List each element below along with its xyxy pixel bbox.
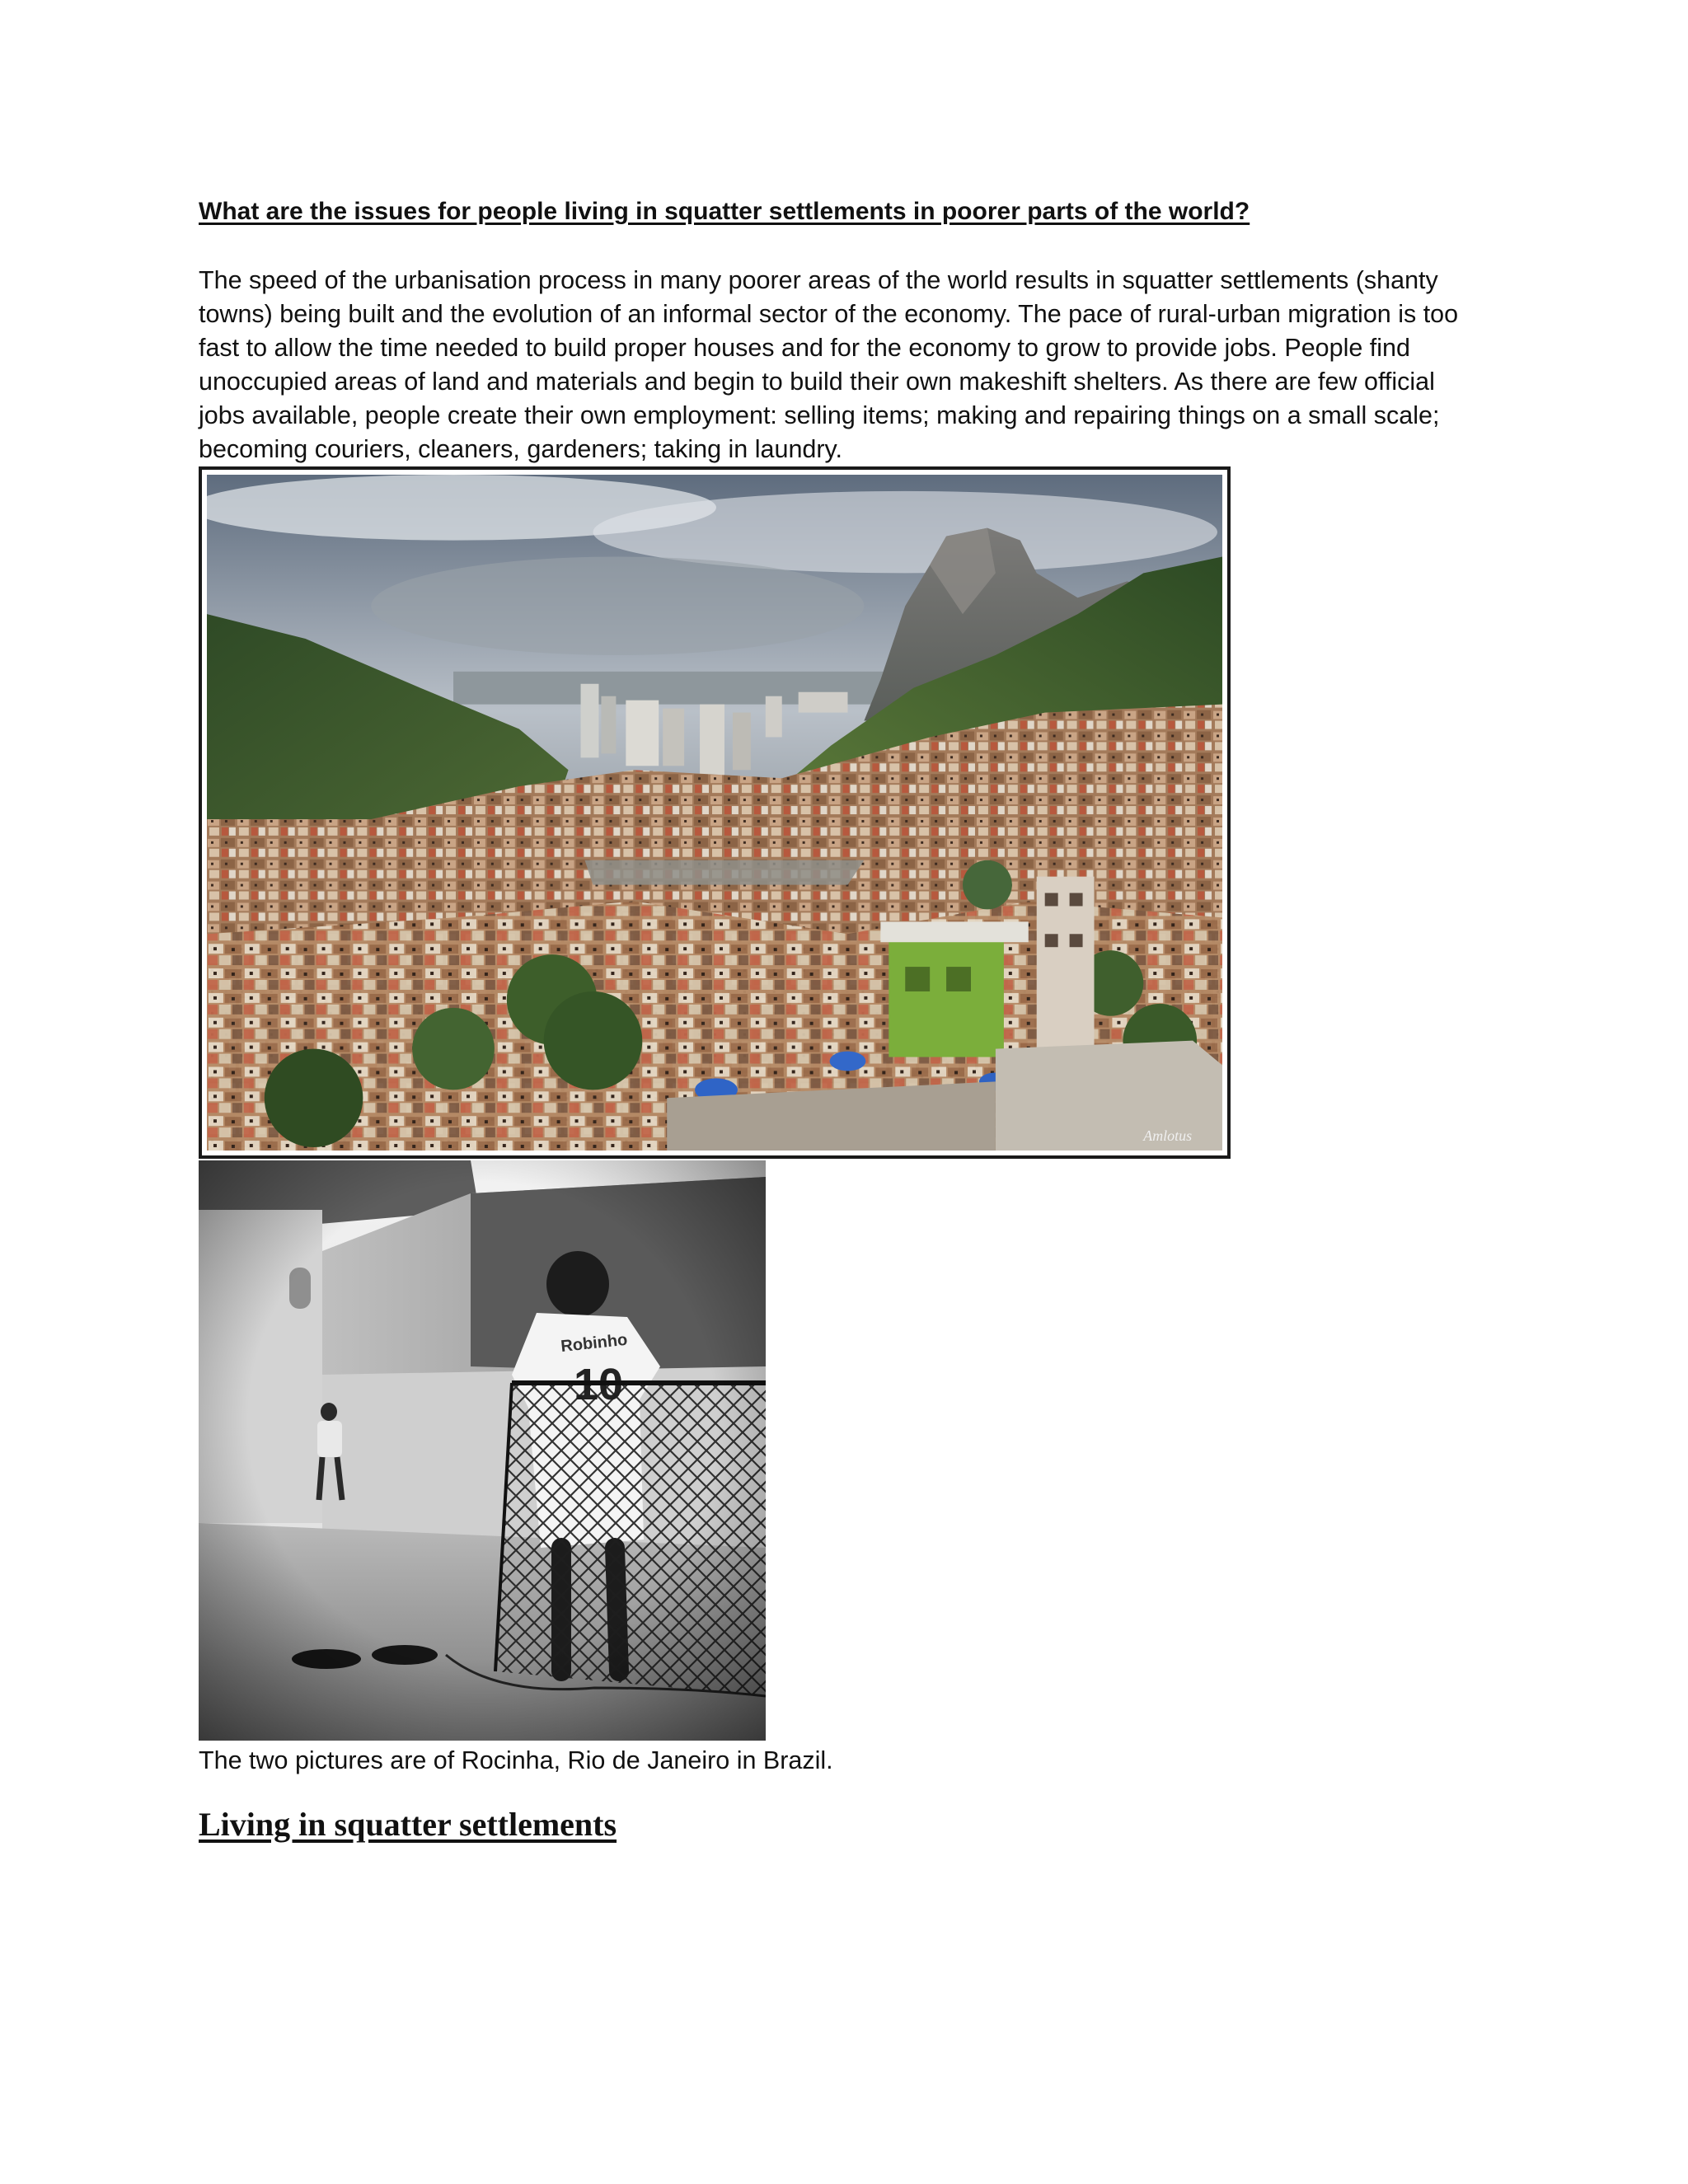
section-subheading: Living in squatter settlements [199,1806,617,1843]
paragraph-line: becoming couriers, cleaners, gardeners; taking in laundry. [199,435,842,463]
intro-paragraph [199,264,1501,466]
rocinha-aerial-photo [199,466,1231,1159]
photo-caption: The two pictures are of Rocinha, Rio de Janeiro in Brazil. [199,1746,833,1774]
paragraph-line: jobs available, people create their own employment: selling items; making and repairing things on a small scale; [199,401,1440,429]
page-heading: What are the issues for people living in squatter settlements in poorer parts of the world? [199,198,1250,225]
paragraph-line: unoccupied areas of land and materials and begin to build their own makeshift shelters. As there are few official [199,368,1435,396]
paragraph-line: The speed of the urbanisation process in many poorer areas of the world results in squatter settlements (shanty [199,266,1438,294]
rocinha-aerial-image [207,475,1222,1151]
boy-with-net-photo [199,1160,766,1741]
paragraph-line: fast to allow the time needed to build proper houses and for the economy to grow to provide jobs. People find [199,334,1410,362]
boy-with-net-image [199,1160,766,1741]
photo-signature: Amlotus [1143,1127,1193,1145]
paragraph-line: towns) being built and the evolution of an informal sector of the economy. The pace of rural-urban migration is too [199,300,1459,328]
